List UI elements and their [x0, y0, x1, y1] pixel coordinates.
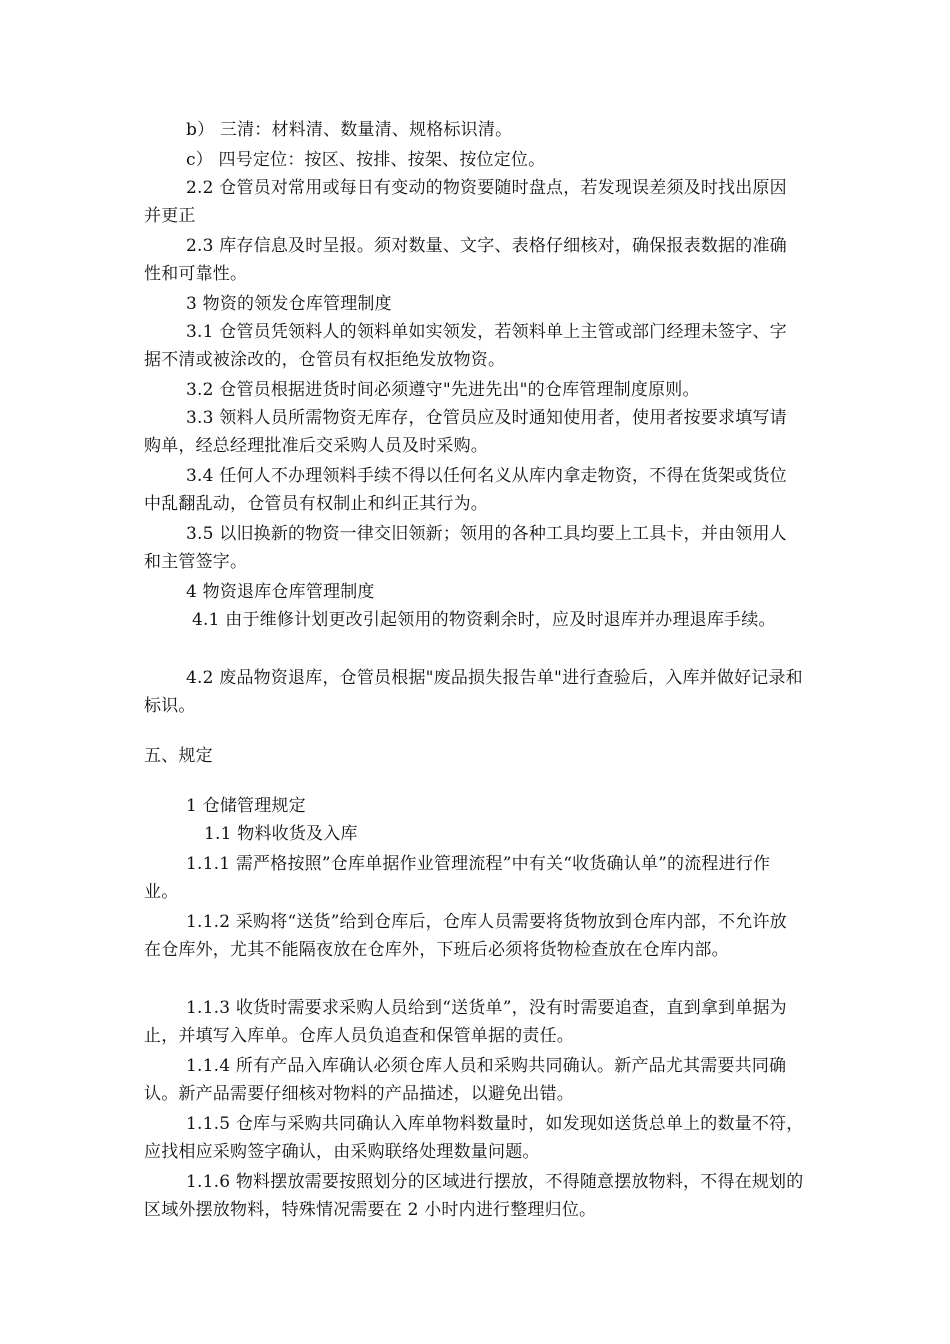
section-heading-1-storage: 1 仓储管理规定 — [186, 796, 306, 816]
paragraph-c-four-positioning: c） 四号定位：按区、按排、按架、按位定位。 — [186, 150, 546, 170]
paragraph-3-2: 3.2 仓管员根据进货时间必须遵守"先进先出"的仓库管理制度原则。 — [186, 380, 700, 400]
paragraph-3-1: 3.1 仓管员凭领料人的领料单如实领发，若领料单上主管或部门经理未签字、字据不清或被涂改的，仓管员有权拒绝发放物资。 — [144, 322, 787, 370]
paragraph-2-2: 2.2 仓管员对常用或每日有变动的物资要随时盘点，若发现误差须及时找出原因并更正 — [144, 178, 787, 226]
chapter-heading-five: 五、规定 — [144, 746, 213, 766]
paragraph-1-1-3: 1.1.3 收货时需要求采购人员给到“送货单”，没有时需要追查，直到拿到单据为止，并填写入库单。仓库人员负追查和保管单据的责任。 — [144, 998, 787, 1046]
paragraph-1-1-2: 1.1.2 采购将“送货”给到仓库后，仓库人员需要将货物放到仓库内部，不允许放在仓库外，尤其不能隔夜放在仓库外，下班后必须将货物检查放在仓库内部。 — [144, 912, 787, 960]
paragraph-1-1-6: 1.1.6 物料摆放需要按照划分的区域进行摆放，不得随意摆放物料，不得在规划的区域外摆放物料，特殊情况需要在 2 小时内进行整理归位。 — [144, 1172, 804, 1220]
paragraph-b-three-clear: b） 三清：材料清、数量清、规格标识清。 — [186, 120, 513, 140]
paragraph-4-2: 4.2 废品物资退库，仓管员根据"废品损失报告单"进行查验后，入库并做好记录和标识。 — [144, 668, 803, 716]
paragraph-1-1-1: 1.1.1 需严格按照”仓库单据作业管理流程”中有关“收货确认单”的流程进行作业。 — [144, 854, 771, 902]
paragraph-2-3: 2.3 库存信息及时呈报。须对数量、文字、表格仔细核对，确保报表数据的准确性和可靠性。 — [144, 236, 787, 284]
paragraph-1-1-5: 1.1.5 仓库与采购共同确认入库单物料数量时，如发现如送货总单上的数量不符，应找相应采购签字确认，由采购联络处理数量问题。 — [144, 1114, 804, 1162]
section-heading-4: 4 物资退库仓库管理制度 — [186, 582, 375, 602]
subsection-heading-1-1: 1.1 物料收货及入库 — [204, 824, 358, 844]
paragraph-3-3: 3.3 领料人员所需物资无库存，仓管员应及时通知使用者，使用者按要求填写请购单，经总经理批准后交采购人员及时采购。 — [144, 408, 787, 456]
paragraph-4-1: 4.1 由于维修计划更改引起领用的物资剩余时，应及时退库并办理退库手续。 — [192, 610, 776, 630]
section-heading-3: 3 物资的领发仓库管理制度 — [186, 294, 392, 314]
paragraph-1-1-4: 1.1.4 所有产品入库确认必须仓库人员和采购共同确认。新产品尤其需要共同确认。新产品需要仔细核对物料的产品描述，以避免出错。 — [144, 1056, 787, 1104]
paragraph-3-4: 3.4 任何人不办理领料手续不得以任何名义从库内拿走物资，不得在货架或货位中乱翻乱动，仓管员有权制止和纠正其行为。 — [144, 466, 787, 514]
paragraph-3-5: 3.5 以旧换新的物资一律交旧领新；领用的各种工具均要上工具卡，并由领用人和主管签字。 — [144, 524, 787, 572]
